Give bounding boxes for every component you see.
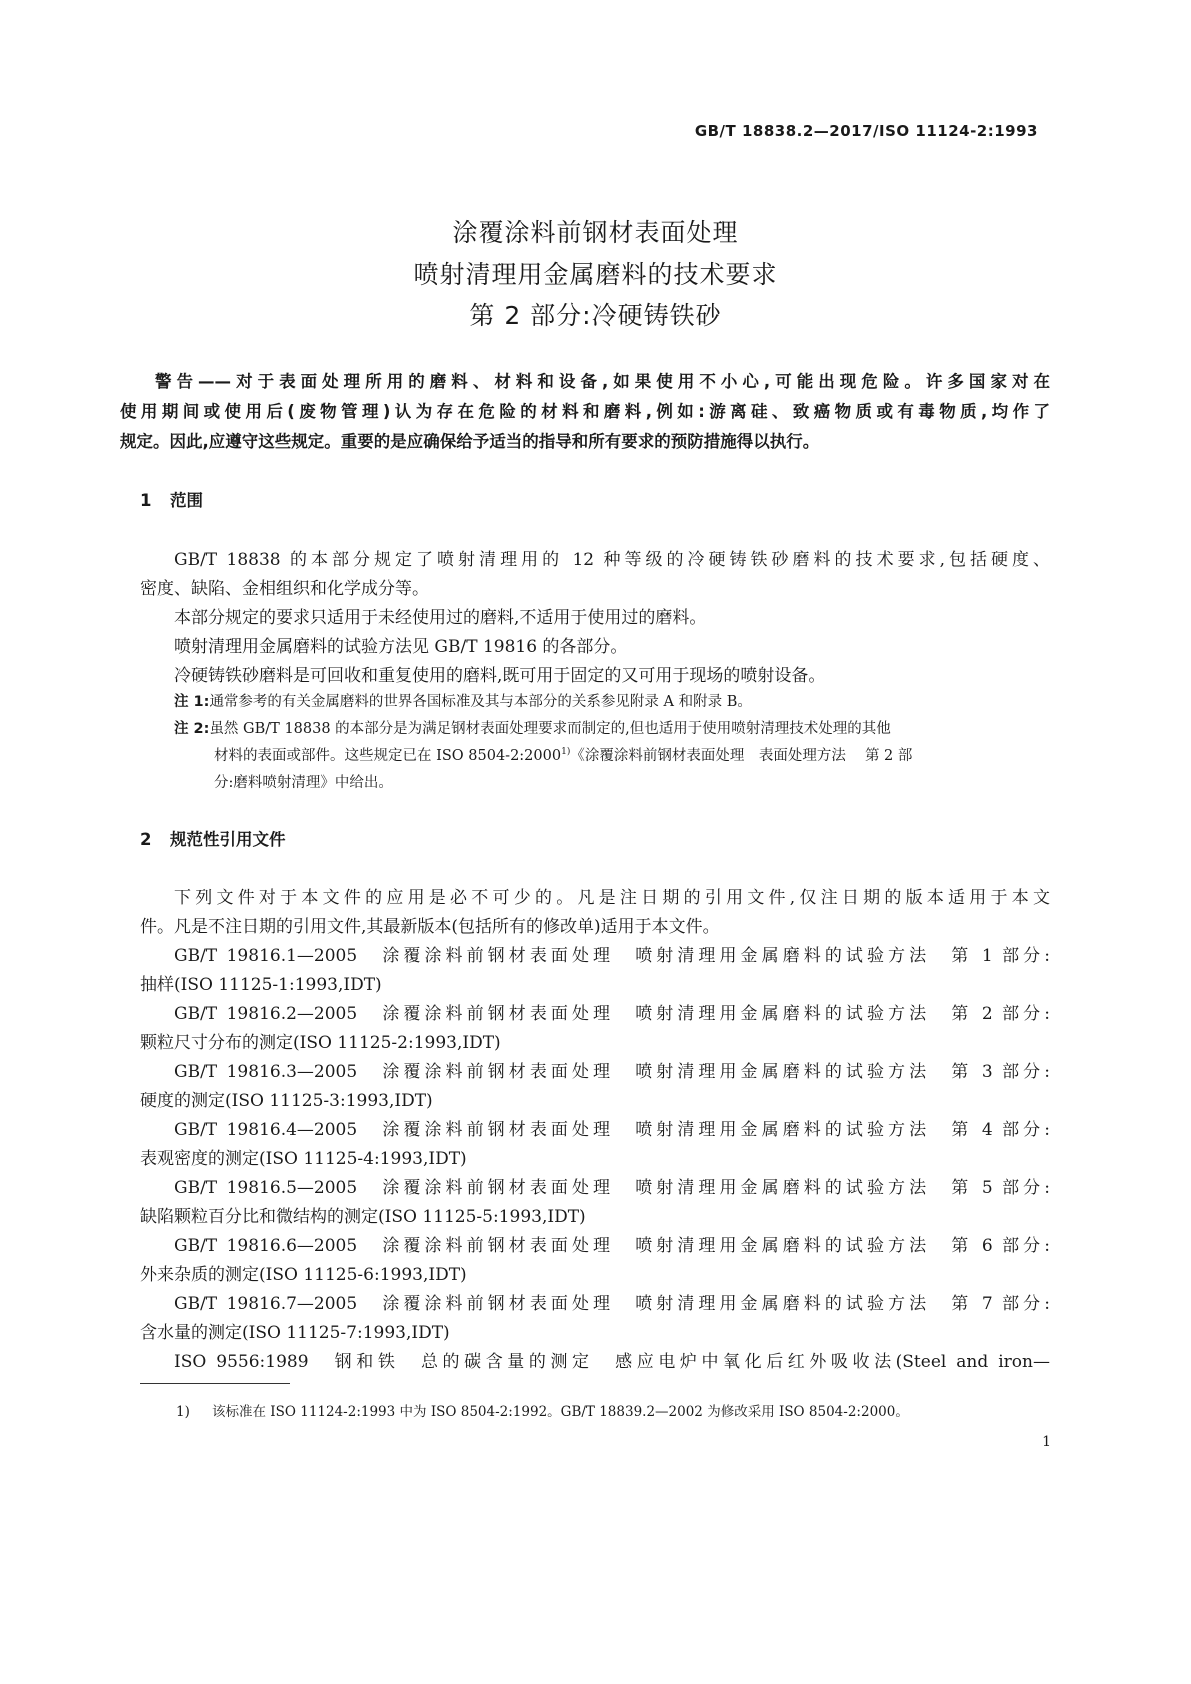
note-text: 虽然 GB/T 18838 的本部分是为满足钢材表面处理要求而制定的,但也适用于使用喷射清理技术处理的其他 bbox=[209, 721, 891, 737]
reference-line: 含水量的测定(ISO 11125-7:1993,IDT) bbox=[140, 1323, 450, 1343]
paragraph-line: 密度、缺陷、金相组织和化学成分等。 bbox=[140, 579, 429, 599]
footnote-divider bbox=[140, 1383, 290, 1384]
warning-line-1: 警告——对于表面处理所用的磨料、材料和设备,如果使用不小心,可能出现危险。许多国家对在 bbox=[155, 372, 1050, 391]
reference-line: 颗粒尺寸分布的测定(ISO 11125-2:1993,IDT) bbox=[140, 1033, 501, 1053]
reference-line: GB/T 19816.6—2005 涂覆涂料前钢材表面处理 喷射清理用金属磨料的试验方法 第 6 部分: bbox=[174, 1236, 1050, 1256]
footnote-ref: 1) bbox=[561, 747, 571, 758]
paragraph: 本部分规定的要求只适用于未经使用过的磨料,不适用于使用过的磨料。 bbox=[174, 608, 707, 628]
section-1-heading bbox=[140, 487, 203, 511]
section-title: 范围 bbox=[170, 491, 203, 510]
reference-line: ISO 9556:1989 钢和铁 总的碳含量的测定 感应电炉中氧化后红外吸收法(Steel and iron— bbox=[174, 1352, 1050, 1372]
document-code: GB/T 18838.2—2017/ISO 11124-2:1993 bbox=[694, 122, 1038, 140]
paragraph-line: 下列文件对于本文件的应用是必不可少的。凡是注日期的引用文件,仅注日期的版本适用于本文 bbox=[174, 888, 1050, 908]
paragraph-line: 件。凡是不注日期的引用文件,其最新版本(包括所有的修改单)适用于本文件。 bbox=[140, 917, 720, 937]
footnote-marker: 1) bbox=[176, 1404, 190, 1420]
reference-line: GB/T 19816.7—2005 涂覆涂料前钢材表面处理 喷射清理用金属磨料的试验方法 第 7 部分: bbox=[174, 1294, 1050, 1314]
note-text: 《涂覆涂料前钢材表面处理 表面处理方法 第 2 部 bbox=[570, 748, 913, 764]
footnote bbox=[176, 1400, 909, 1420]
paragraph: 喷射清理用金属磨料的试验方法见 GB/T 19816 的各部分。 bbox=[174, 637, 628, 657]
reference-line: 缺陷颗粒百分比和微结构的测定(ISO 11125-5:1993,IDT) bbox=[140, 1207, 586, 1227]
note-label: 注 1: bbox=[174, 694, 210, 710]
note-text: 通常参考的有关金属磨料的世界各国标准及其与本部分的关系参见附录 A 和附录 B。 bbox=[209, 694, 752, 710]
page-number: 1 bbox=[1042, 1434, 1051, 1450]
reference-line: 外来杂质的测定(ISO 11125-6:1993,IDT) bbox=[140, 1265, 467, 1285]
title-line-1: 涂覆涂料前钢材表面处理 bbox=[452, 218, 739, 247]
note-2 bbox=[174, 717, 891, 738]
note-2-continued bbox=[214, 744, 912, 765]
note-1 bbox=[174, 690, 752, 711]
note-text: 分:磨料喷射清理》中给出。 bbox=[214, 775, 393, 791]
reference-line: 表观密度的测定(ISO 11125-4:1993,IDT) bbox=[140, 1149, 467, 1169]
note-label: 注 2: bbox=[174, 721, 210, 737]
section-title: 规范性引用文件 bbox=[170, 830, 286, 849]
footnote-text: 该标准在 ISO 11124-2:1993 中为 ISO 8504-2:1992。GB/T 18839.2—2002 为修改采用 ISO 8504-2:2000。 bbox=[212, 1404, 909, 1420]
reference-line: GB/T 19816.2—2005 涂覆涂料前钢材表面处理 喷射清理用金属磨料的试验方法 第 2 部分: bbox=[174, 1004, 1050, 1024]
reference-line: GB/T 19816.3—2005 涂覆涂料前钢材表面处理 喷射清理用金属磨料的试验方法 第 3 部分: bbox=[174, 1062, 1050, 1082]
section-number: 2 bbox=[140, 830, 152, 849]
section-number: 1 bbox=[140, 491, 152, 510]
paragraph-line: GB/T 18838 的本部分规定了喷射清理用的 12 种等级的冷硬铸铁砂磨料的技术要求,包括硬度、 bbox=[174, 550, 1050, 570]
title-line-2: 喷射清理用金属磨料的技术要求 bbox=[413, 260, 778, 289]
warning-line-2: 使用期间或使用后(废物管理)认为存在危险的材料和磨料,例如:游离硅、致癌物质或有毒物质,均作了 bbox=[120, 402, 1050, 421]
title-line-3: 第 2 部分:冷硬铸铁砂 bbox=[469, 301, 722, 330]
reference-line: GB/T 19816.5—2005 涂覆涂料前钢材表面处理 喷射清理用金属磨料的试验方法 第 5 部分: bbox=[174, 1178, 1050, 1198]
section-2-heading bbox=[140, 826, 286, 850]
reference-line: GB/T 19816.4—2005 涂覆涂料前钢材表面处理 喷射清理用金属磨料的试验方法 第 4 部分: bbox=[174, 1120, 1050, 1140]
reference-line: GB/T 19816.1—2005 涂覆涂料前钢材表面处理 喷射清理用金属磨料的试验方法 第 1 部分: bbox=[174, 946, 1050, 966]
reference-line: 硬度的测定(ISO 11125-3:1993,IDT) bbox=[140, 1091, 433, 1111]
paragraph: 冷硬铸铁砂磨料是可回收和重复使用的磨料,既可用于固定的又可用于现场的喷射设备。 bbox=[174, 666, 826, 686]
reference-line: 抽样(ISO 11125-1:1993,IDT) bbox=[140, 975, 382, 995]
note-text: 材料的表面或部件。这些规定已在 ISO 8504-2:2000 bbox=[214, 748, 562, 764]
warning-line-3: 规定。因此,应遵守这些规定。重要的是应确保给予适当的指导和所有要求的预防措施得以执行。 bbox=[120, 432, 820, 451]
